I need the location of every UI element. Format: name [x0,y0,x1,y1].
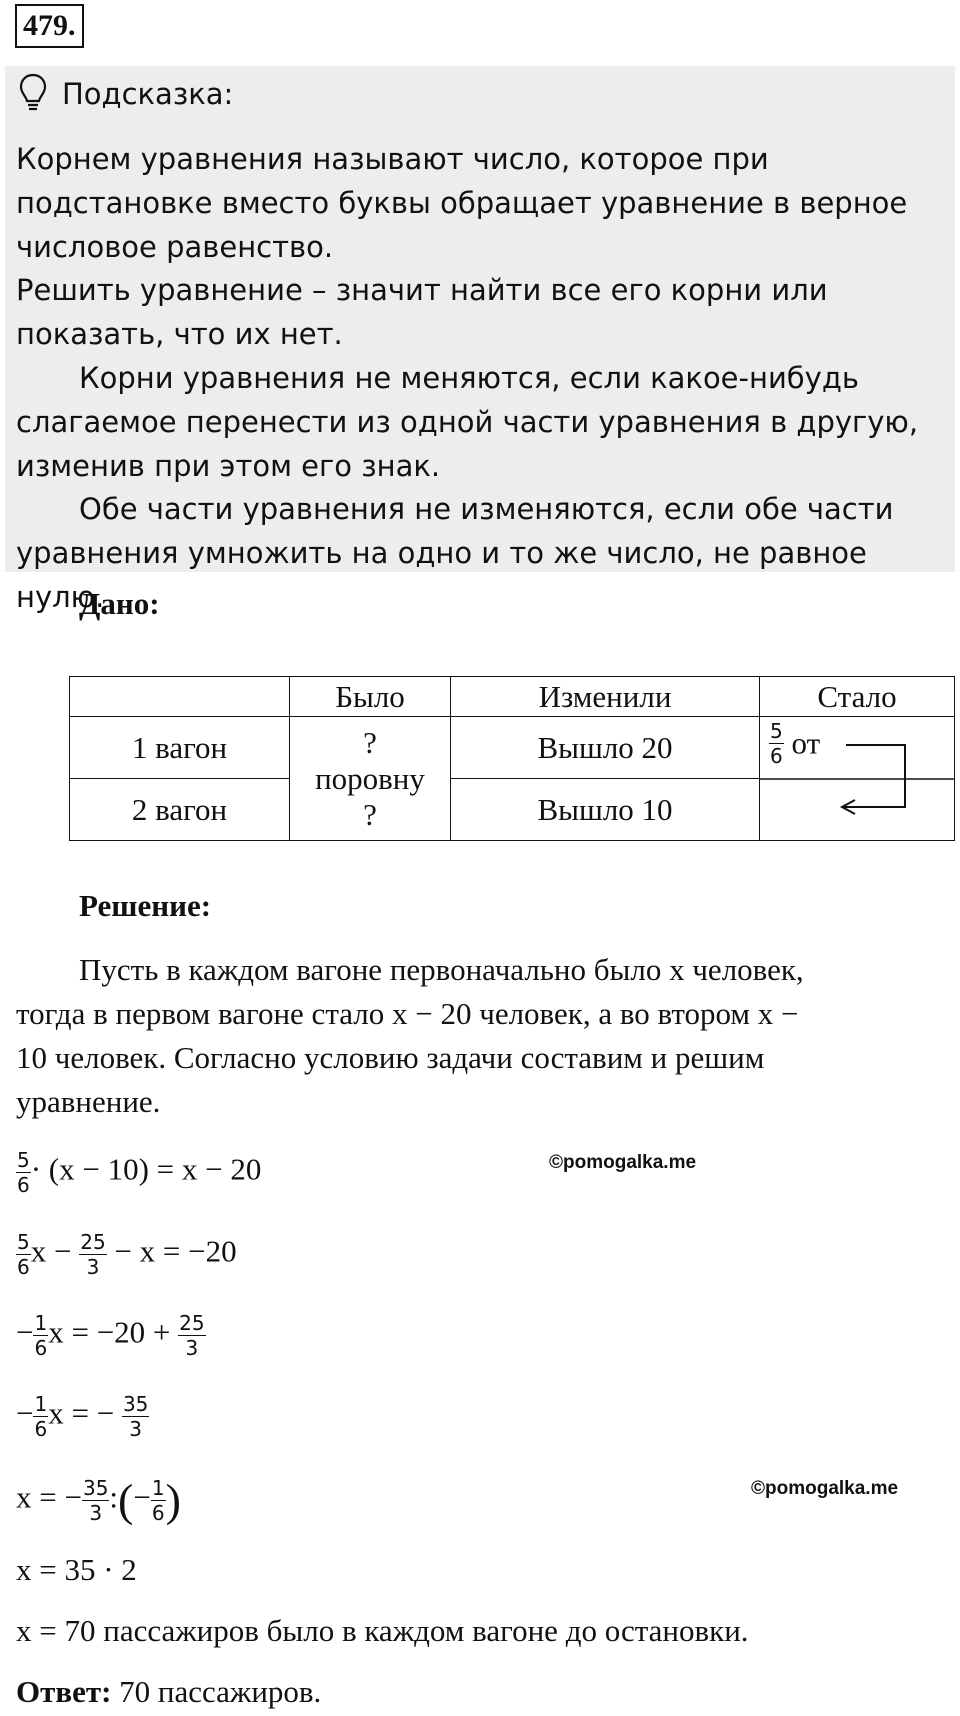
changed-cell: Вышло 20 [451,717,760,779]
problem-number: 479. [15,4,84,48]
solution-heading: Решение: [79,888,212,923]
hint-paragraph: Обе части уравнения не изменяются, если обе части уравнения умножить на одно и то же число, не равное нулю. [16,492,894,614]
was-question: ? [363,796,377,832]
answer-value: 70 пассажиров. [119,1674,322,1709]
table-header-cell: Изменили [451,677,760,717]
table-header-cell: Стало [760,677,955,717]
hint-paragraph: Корнем уравнения называют число, которое при подстановке вместо буквы обращает уравнение в верное числовое равенство. [16,142,908,264]
result-word: от [791,725,821,761]
equation-6: x = 35 · 2 [16,1552,137,1587]
hint-paragraph: Корни уравнения не меняются, если какое-нибудь слагаемое перенести из одной части уравнения в другую, изменив при этом его знак. [16,360,919,483]
solution-line: Пусть в каждом вагоне первоначально было x человек, [79,952,804,987]
equation-7: x = 70 пассажиров было в каждом вагоне до остановки. [16,1613,749,1648]
result-cell [760,717,955,841]
hint-paragraph: Решить уравнение – значит найти все его корни или показать, что их нет. [16,273,828,352]
changed-cell: Вышло 10 [451,779,760,841]
given-table [69,676,955,841]
result-fraction: $\frac{5}{6}$ от [770,719,821,768]
table-header-cell: Было [290,677,451,717]
transfer-arrow-icon [760,717,954,841]
was-equal-label: поровну [315,760,425,796]
solution-line: 10 человек. Согласно условию задачи составим и решим [16,1040,765,1075]
was-question: ? [363,724,377,760]
solution-line: уравнение. [16,1084,161,1119]
row-label: 1 вагон [70,717,290,779]
table-header-cell [70,677,290,717]
equation-2: $\frac{5}{6}$ x − $\frac{25}{3}$ − x = −20 [17,1230,237,1279]
watermark: ©pomogalka.me [751,1478,899,1499]
was-cell [290,717,451,841]
equation-1: $\frac{5}{6}$ · (x − 10) = x − 20 [17,1148,262,1197]
answer-label: Ответ: [16,1674,112,1709]
watermark: ©pomogalka.me [549,1152,697,1173]
equation-4: − $\frac{1}{6}$ x = − $\frac{35}{3}$ [16,1392,149,1441]
lightbulb-icon [18,72,48,112]
solution-line: тогда в первом вагоне стало x − 20 человек, а во втором x − [16,996,799,1031]
hint-title: Подсказка: [62,77,234,111]
answer [16,1672,321,1712]
solution-text [16,948,946,1124]
hint-text [16,138,946,620]
row-label: 2 вагон [70,779,290,841]
equation-3: − $\frac{1}{6}$ x = −20 + $\frac{25}{3}$ [16,1311,205,1360]
given-heading: Дано: [79,586,160,621]
equation-5: x = − $\frac{35}{3}$ :(− $\frac{1}{6}$ ) [16,1474,181,1526]
